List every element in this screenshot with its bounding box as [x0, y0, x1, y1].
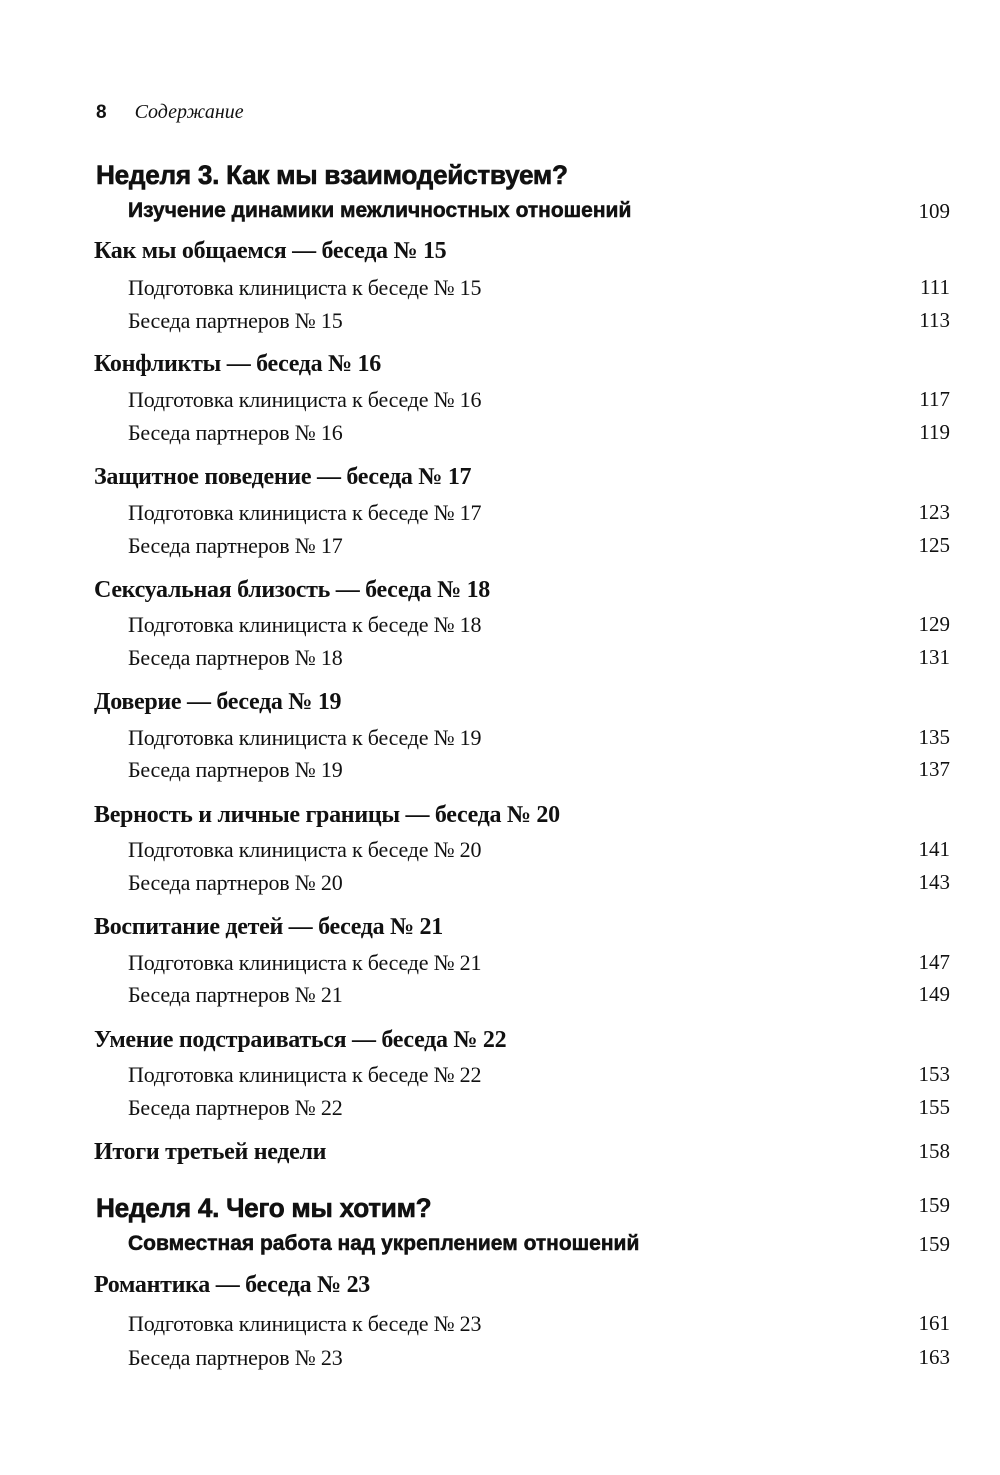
page-ref: 149 [918, 982, 950, 1006]
toc-entry[interactable]: Беседа партнеров № 16 119 [128, 420, 950, 445]
page-ref: 109 [918, 199, 950, 223]
section-heading[interactable]: Воспитание детей — беседа № 21 [94, 914, 443, 940]
page-ref: 117 [919, 387, 950, 411]
page-ref: 111 [920, 275, 950, 299]
page-ref: 159 [918, 1232, 950, 1256]
page-ref: 163 [918, 1345, 950, 1369]
toc-entry[interactable]: Беседа партнеров № 15 113 [128, 308, 950, 333]
page-ref: 159 [918, 1193, 950, 1217]
page-ref: 141 [918, 837, 950, 861]
section-heading[interactable]: Романтика — беседа № 23 [94, 1272, 370, 1298]
toc-entry[interactable]: Беседа партнеров № 22 155 [128, 1095, 950, 1120]
page-ref: 113 [919, 308, 950, 332]
page-ref: 153 [918, 1062, 950, 1086]
toc-entry[interactable]: Подготовка клинициста к беседе № 17 123 [128, 500, 950, 525]
section-heading[interactable]: Сексуальная близость — беседа № 18 [94, 577, 491, 603]
page-ref: 135 [918, 725, 950, 749]
toc-entry[interactable]: Подготовка клинициста к беседе № 20 141 [128, 837, 950, 862]
toc-entry[interactable]: Беседа партнеров № 17 125 [128, 533, 950, 558]
week-4-title[interactable]: Неделя 4. Чего мы хотим? 159 [96, 1193, 950, 1223]
page-ref: 158 [918, 1139, 950, 1163]
page-ref: 161 [918, 1311, 950, 1335]
toc-entry[interactable]: Беседа партнеров № 21 149 [128, 982, 950, 1007]
toc-entry[interactable]: Подготовка клинициста к беседе № 18 129 [128, 612, 950, 637]
toc-entry[interactable]: Подготовка клинициста к беседе № 16 117 [128, 387, 950, 412]
week-3-title: Неделя 3. Как мы взаимодействуем? [96, 160, 568, 190]
page-ref: 123 [918, 500, 950, 524]
running-head [96, 101, 244, 129]
page-ref: 155 [918, 1095, 950, 1119]
toc-entry[interactable]: Подготовка клинициста к беседе № 21 147 [128, 950, 950, 975]
running-head-title: Содержание [134, 101, 244, 123]
page-ref: 119 [919, 420, 950, 444]
section-heading[interactable]: Умение подстраиваться — беседа № 22 [94, 1027, 507, 1053]
toc-entry[interactable]: Беседа партнеров № 18 131 [128, 645, 950, 670]
section-heading[interactable]: Верность и личные границы — беседа № 20 [94, 802, 560, 828]
section-heading[interactable]: Конфликты — беседа № 16 [94, 351, 381, 377]
toc-entry[interactable]: Подготовка клинициста к беседе № 23 161 [128, 1311, 950, 1336]
page-ref: 125 [918, 533, 950, 557]
page-ref: 143 [918, 870, 950, 894]
toc-entry[interactable]: Беседа партнеров № 20 143 [128, 870, 950, 895]
toc-entry[interactable]: Подготовка клинициста к беседе № 19 135 [128, 725, 950, 750]
toc-entry[interactable]: Беседа партнеров № 23 163 [128, 1345, 950, 1370]
toc-entry[interactable]: Подготовка клинициста к беседе № 22 153 [128, 1062, 950, 1087]
section-heading[interactable]: Доверие — беседа № 19 [94, 689, 342, 715]
section-heading[interactable]: Защитное поведение — беседа № 17 [94, 464, 472, 490]
page-ref: 131 [918, 645, 950, 669]
toc-entry-week-3-summary[interactable]: Итоги третьей недели 158 [94, 1139, 950, 1165]
toc-entry-week-3-subtitle[interactable]: Изучение динамики межличностных отношений 109 [128, 199, 950, 223]
toc-entry-week-4-subtitle[interactable]: Совместная работа над укреплением отношений 159 [128, 1232, 950, 1256]
page-ref: 129 [918, 612, 950, 636]
toc-entry[interactable]: Беседа партнеров № 19 137 [128, 757, 950, 782]
page-ref: 137 [918, 757, 950, 781]
toc-entry[interactable]: Подготовка клинициста к беседе № 15 111 [128, 275, 950, 300]
page-number: 8 [96, 102, 107, 123]
section-heading[interactable]: Как мы общаемся — беседа № 15 [94, 238, 447, 264]
page-ref: 147 [918, 950, 950, 974]
